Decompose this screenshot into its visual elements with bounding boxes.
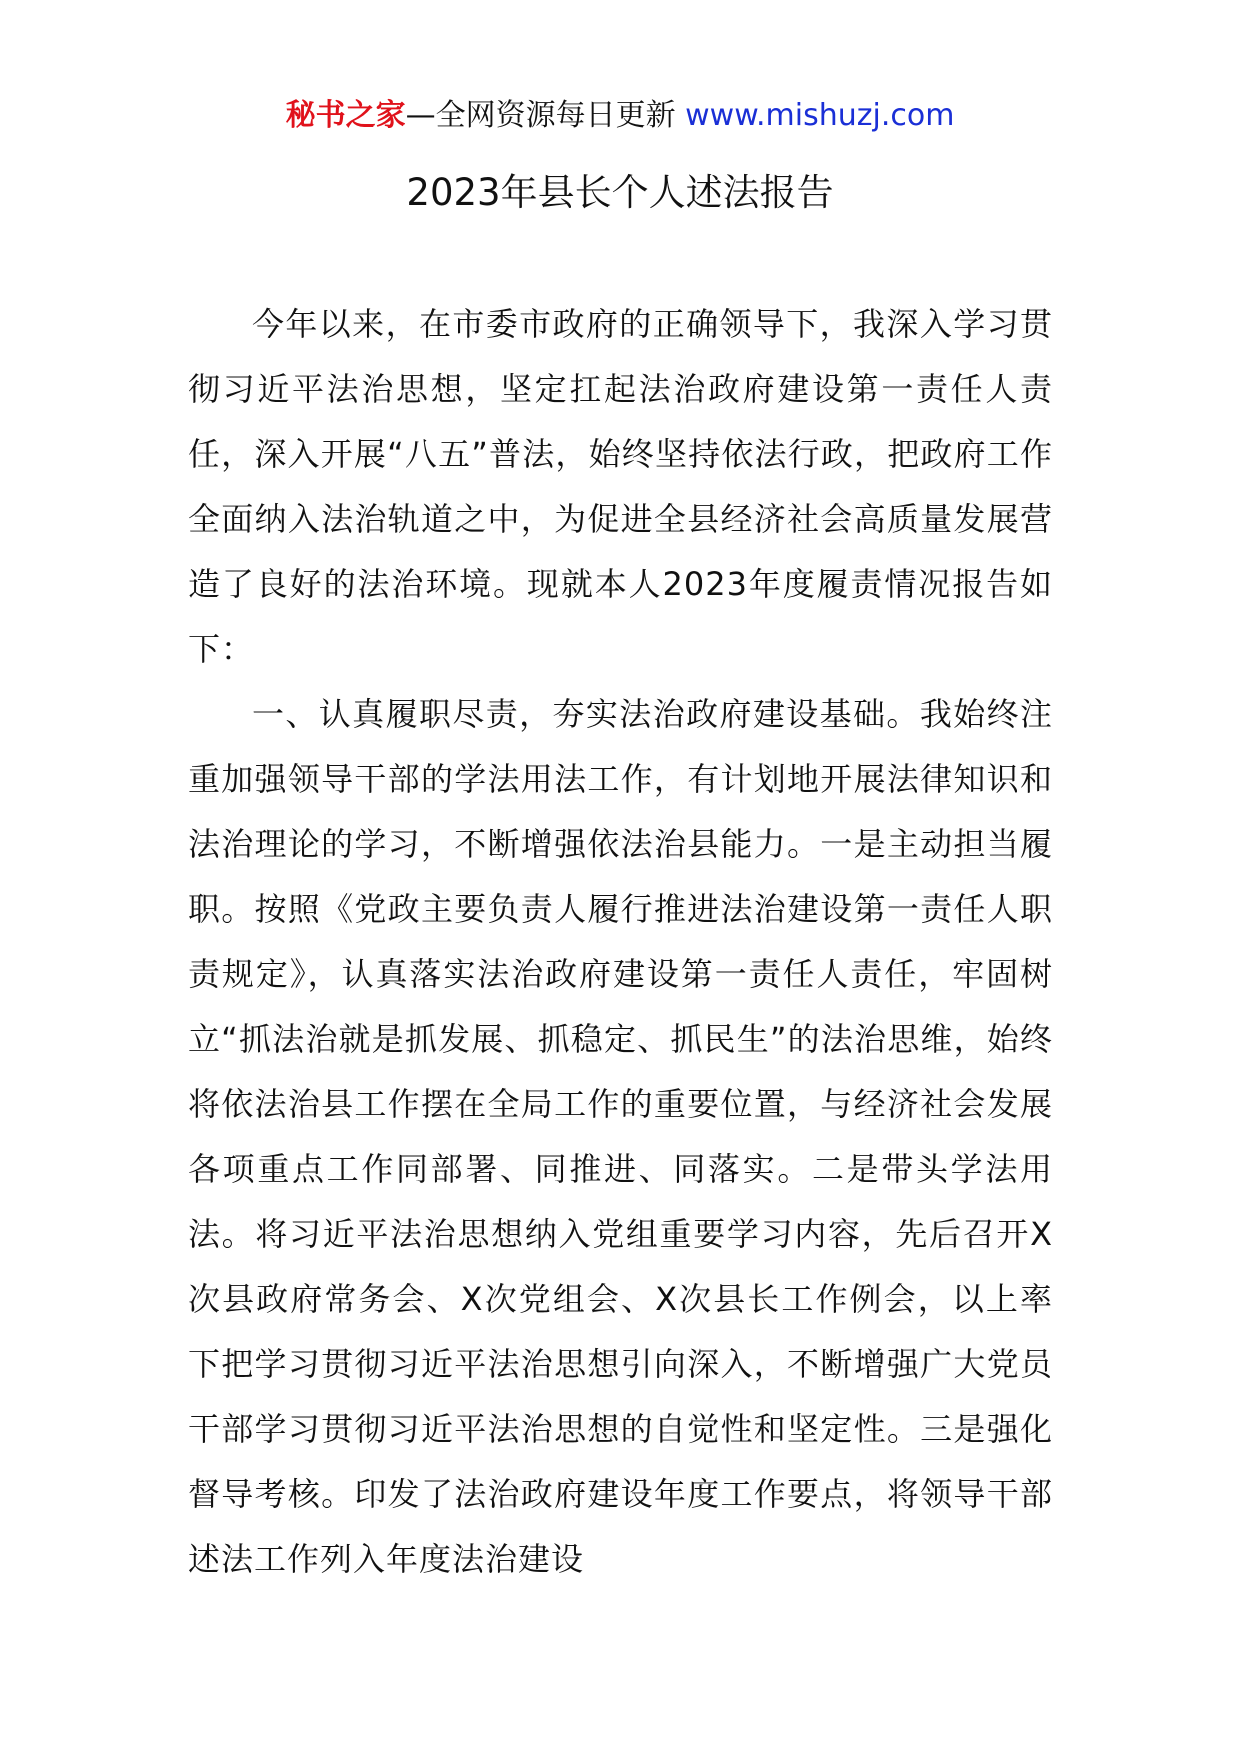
site-url-link[interactable]: www.mishuzj.com	[685, 98, 955, 133]
site-tagline: —全网资源每日更新	[405, 98, 686, 133]
paragraph-section-one: 一、认真履职尽责，夯实法治政府建设基础。我始终注重加强领导干部的学法用法工作，有计划地开展法律知识和法治理论的学习，不断增强依法治县能力。一是主动担当履职。按照《党政主要负责人履行推进法治建设第一责任人职责规定》，认真落实法治政府建设第一责任人责任，牢固树立“抓法治就是抓发展、抓稳定、抓民生”的法治思维，始终将依法治县工作摆在全局工作的重要位置，与经济社会发展各项重点工作同部署、同推进、同落实。二是带头学法用法。将习近平法治思想纳入党组重要学习内容，先后召开X次县政府常务会、X次党组会、X次县长工作例会，以上率下把学习贯彻习近平法治思想引向深入，不断增强广大党员干部学习贯彻习近平法治思想的自觉性和坚定性。三是强化督导考核。印发了法治政府建设年度工作要点，将领导干部述法工作列入年度法治建设	[188, 695, 1053, 1578]
document-body	[188, 292, 1053, 1592]
paragraph-intro: 今年以来，在市委市政府的正确领导下，我深入学习贯彻习近平法治思想，坚定扛起法治政府建设第一责任人责任，深入开展“八五”普法，始终坚持依法行政，把政府工作全面纳入法治轨道之中，为促进全县经济社会高质量发展营造了良好的法治环境。现就本人2023年度履责情况报告如下：	[188, 305, 1053, 668]
document-title: 2023年县长个人述法报告	[406, 171, 834, 214]
site-brand: 秘书之家	[285, 98, 406, 133]
site-header	[0, 96, 1240, 136]
